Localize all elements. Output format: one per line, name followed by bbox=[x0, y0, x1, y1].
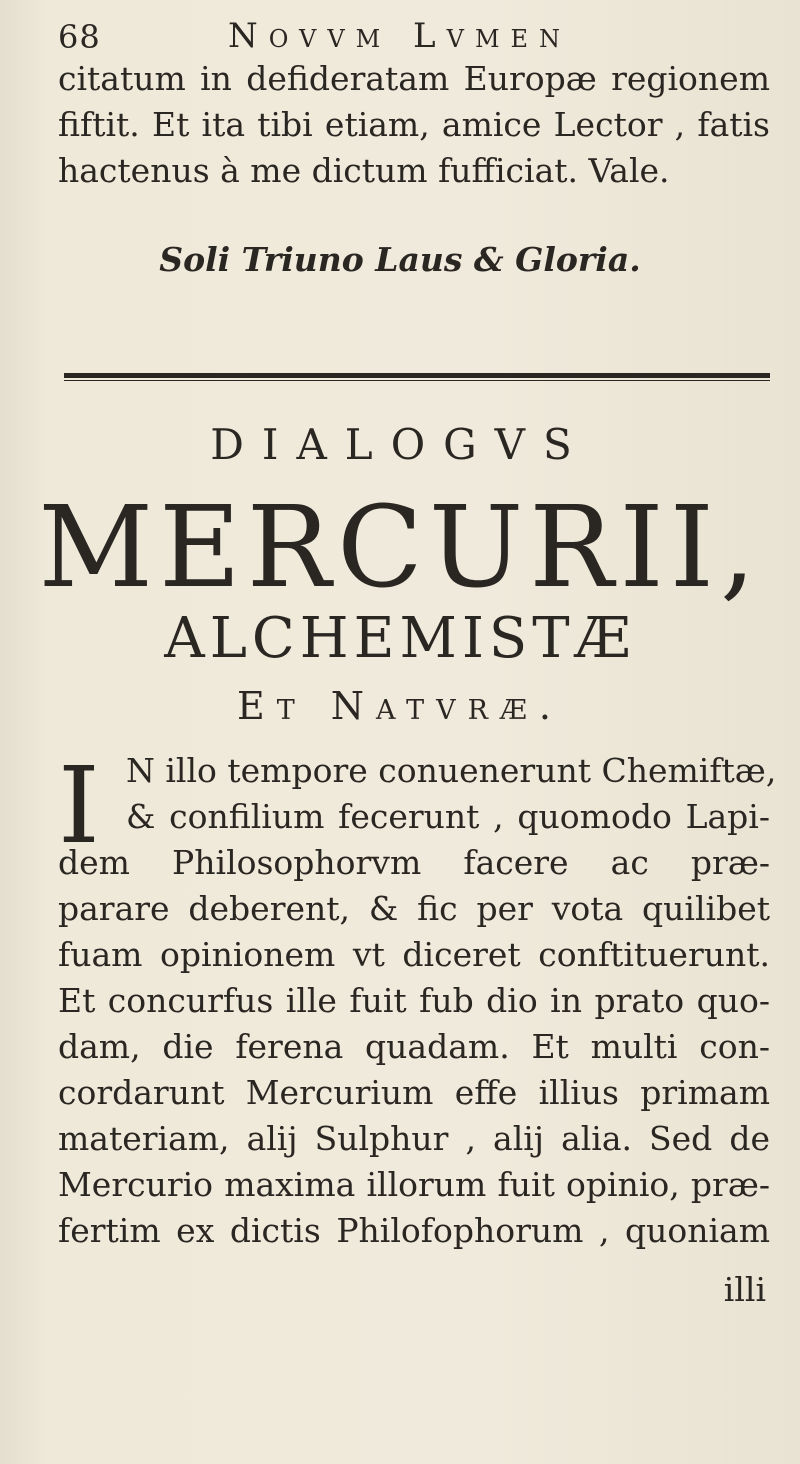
text-line: & confilium fecerunt , quomodo Lapi- bbox=[126, 797, 770, 836]
rule-bar bbox=[64, 373, 770, 378]
running-title: Novvm Lvmen bbox=[228, 16, 572, 56]
text-line: hactenus à me dictum fufficiat. Vale. bbox=[58, 151, 670, 190]
text-line: materiam, alij Sulphur , alij alia. Sed de bbox=[58, 1119, 770, 1158]
catchword: illi bbox=[723, 1270, 766, 1309]
text-line: dam, die ferena quadam. Et multi con- bbox=[58, 1027, 770, 1066]
body-paragraph bbox=[58, 744, 777, 1254]
motto: Soli Triuno Laus & Gloria. bbox=[159, 240, 641, 279]
page-number: 68 bbox=[58, 18, 101, 56]
text-line: dem Philosophorvm facere ac præ- bbox=[58, 843, 770, 882]
text-line: fertim ex dictis Philofophorum , quoniam bbox=[58, 1211, 770, 1250]
rule-hairline bbox=[64, 380, 770, 381]
text-line: parare deberent, & fic per vota quilibet bbox=[58, 889, 770, 928]
title-naturae: Et Natvræ. bbox=[236, 684, 564, 728]
text-line: citatum in defideratam Europæ regionem bbox=[58, 59, 770, 98]
title-alchemistae: ALCHEMISTÆ bbox=[164, 606, 636, 671]
text-line: Et concurfus ille fuit fub dio in prato quo- bbox=[58, 981, 770, 1020]
page-header bbox=[58, 14, 758, 58]
text-line: N illo tempore conuenerunt Chemiftæ, bbox=[126, 751, 777, 790]
drop-cap: I bbox=[58, 744, 100, 867]
text-line: fiftit. Et ita tibi etiam, amice Lector , fatis bbox=[58, 105, 770, 144]
text-line: cordarunt Mercurium effe illius primam bbox=[58, 1073, 770, 1112]
ornamental-rule bbox=[64, 368, 770, 384]
text-line: fuam opinionem vt diceret conftituerunt. bbox=[58, 935, 770, 974]
text-line: Mercurio maxima illorum fuit opinio, præ- bbox=[58, 1165, 770, 1204]
title-mercurii: MERCURII, bbox=[38, 483, 762, 613]
title-dialogus: DIALOGVS bbox=[210, 420, 590, 469]
closing-text bbox=[58, 56, 770, 194]
